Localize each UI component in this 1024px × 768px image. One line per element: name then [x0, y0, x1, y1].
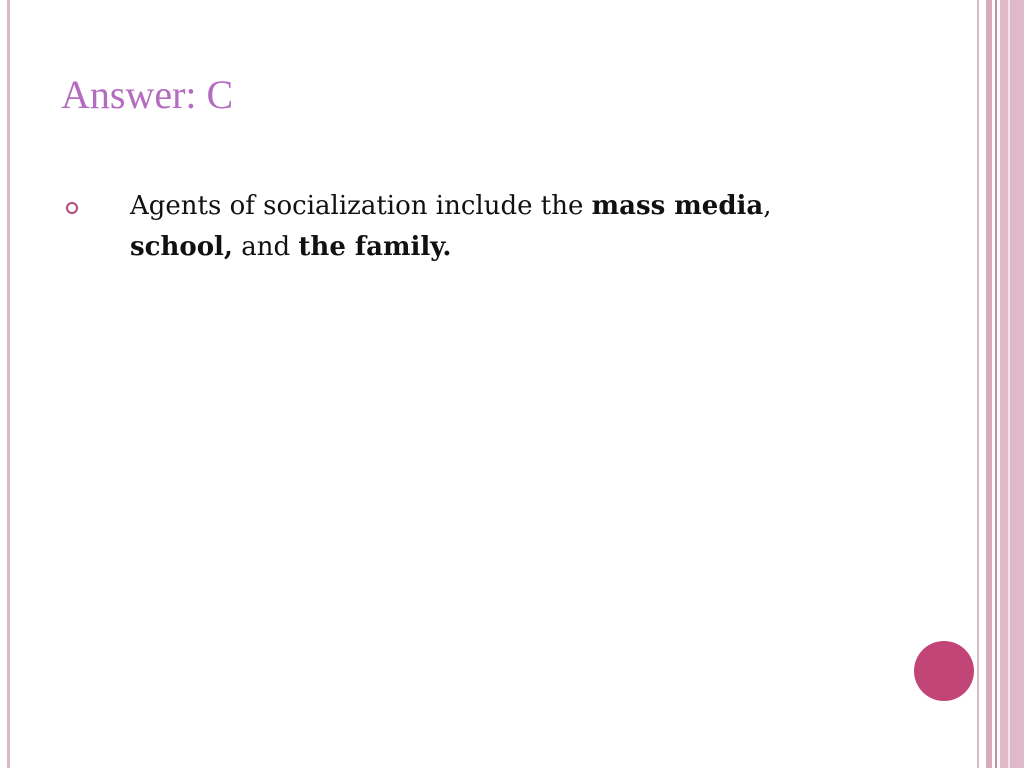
right-border-stripe — [995, 0, 997, 768]
bullet-separator: and — [232, 232, 299, 262]
right-border-stripe — [986, 0, 992, 768]
bullet-ring-icon — [66, 202, 78, 214]
bullet-term-mass-media: mass media — [591, 191, 764, 221]
bullet-text — [130, 186, 830, 268]
bullet-separator: , — [763, 191, 772, 221]
right-border-band — [1000, 0, 1024, 768]
bullet-term-family: the family. — [298, 232, 452, 262]
left-border-line — [7, 0, 10, 768]
right-border-stripe — [977, 0, 979, 768]
bullet-intro: Agents of socialization include the — [130, 191, 592, 221]
right-border-highlight — [1008, 0, 1010, 768]
decorative-circle — [914, 641, 974, 701]
slide-title: Answer: C — [61, 72, 234, 117]
bullet-term-school: school, — [130, 232, 233, 262]
